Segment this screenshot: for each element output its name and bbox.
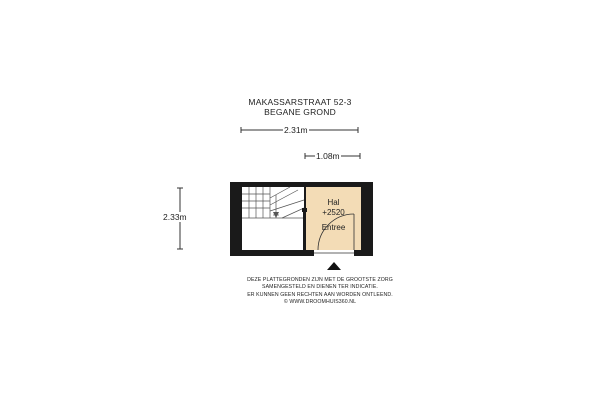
plan-address: MAKASSARSTRAAT 52-3: [248, 97, 352, 107]
room-label-hal: Hal: [327, 198, 340, 207]
disclaimer-line: DEZE PLATTEGRONDEN ZIJN MET DE GROOTSTE ZORG: [247, 277, 393, 283]
plan-floor: BEGANE GROND: [264, 107, 336, 117]
dimension-hall-width: 1.08m: [316, 151, 340, 161]
dimension-height: 2.33m: [163, 212, 187, 222]
disclaimer-line: SAMENGESTELD EN DIENEN TER INDICATIE.: [262, 284, 378, 291]
room-elevation-hal: +2520: [322, 208, 345, 217]
entrance-arrow-icon: [327, 262, 341, 270]
disclaimer: [200, 277, 440, 306]
hall-room: [306, 187, 361, 250]
room-label-entree: Entree: [321, 223, 346, 232]
dimension-total-width: 2.31m: [284, 125, 308, 135]
disclaimer-line: © WWW.DROOMHUIS360.NL: [283, 298, 357, 305]
disclaimer-line: ER KUNNEN GEEN RECHTEN AAN WORDEN ONTLEEND.: [247, 291, 393, 298]
